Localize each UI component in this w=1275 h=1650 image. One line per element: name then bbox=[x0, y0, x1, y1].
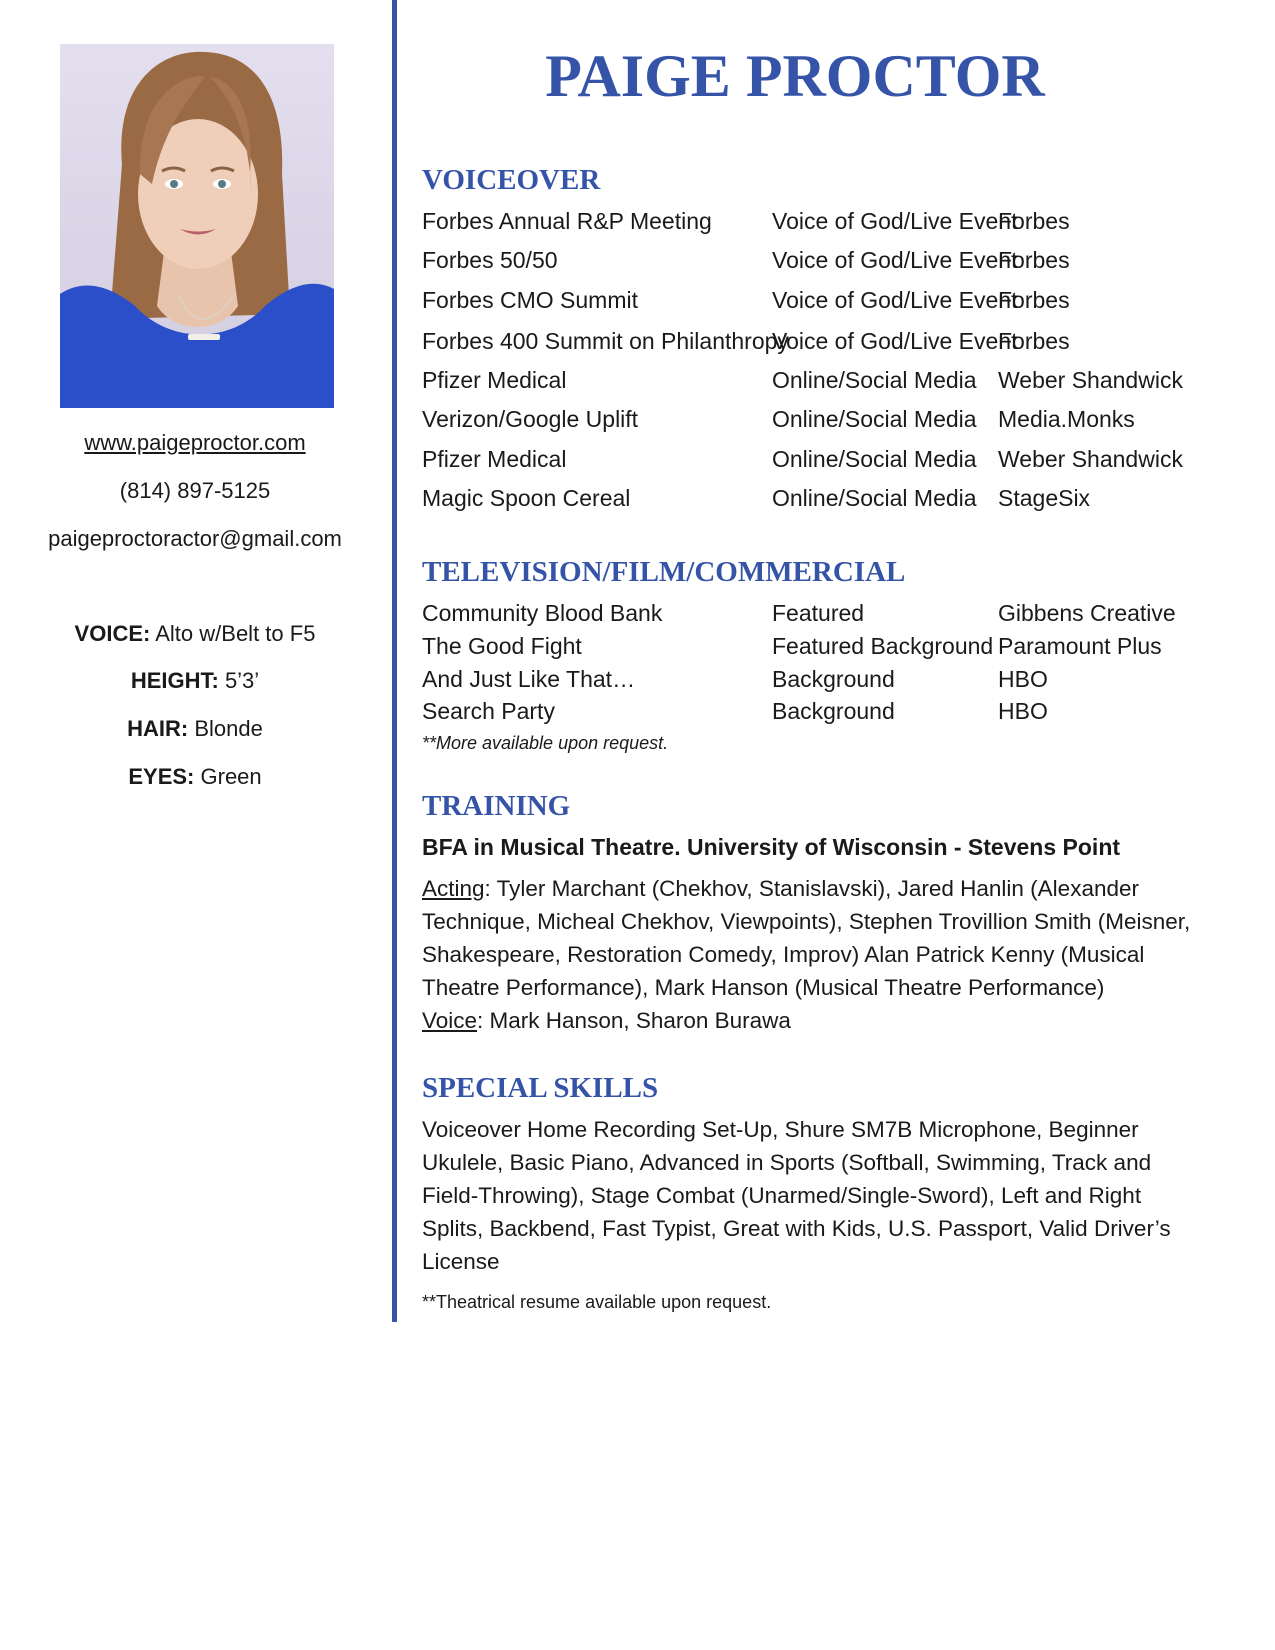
credit-company: Forbes bbox=[998, 208, 1070, 234]
credit-project: Forbes 50/50 bbox=[422, 247, 558, 273]
credit-row bbox=[422, 406, 1202, 436]
website-link-text[interactable]: www.paigeproctor.com bbox=[84, 430, 306, 455]
credit-company: Paramount Plus bbox=[998, 633, 1162, 659]
credit-role: Voice of God/Live Event bbox=[772, 208, 1018, 234]
credit-project: Pfizer Medical bbox=[422, 367, 567, 393]
stat-eyes bbox=[40, 764, 350, 790]
credit-role: Voice of God/Live Event bbox=[772, 287, 1018, 313]
credit-row bbox=[422, 485, 1202, 515]
credit-row bbox=[422, 698, 1202, 728]
credit-row bbox=[422, 328, 1202, 358]
credit-project: Magic Spoon Cereal bbox=[422, 485, 631, 511]
page-title: PAIGE PROCTOR bbox=[545, 43, 1045, 109]
section-heading-tv-film: TELEVISION/FILM/COMMERCIAL bbox=[422, 556, 906, 588]
credit-project: Search Party bbox=[422, 698, 555, 724]
website-link[interactable] bbox=[40, 430, 350, 456]
credit-role: Featured Background bbox=[772, 633, 994, 659]
credit-role: Online/Social Media bbox=[772, 367, 977, 393]
credit-company: Weber Shandwick bbox=[998, 446, 1183, 472]
credit-project: And Just Like That… bbox=[422, 666, 636, 692]
stat-voice bbox=[40, 621, 350, 647]
credit-row bbox=[422, 666, 1202, 696]
stat-value: Blonde bbox=[194, 716, 263, 741]
credit-row bbox=[422, 446, 1202, 476]
credit-role: Online/Social Media bbox=[772, 406, 977, 432]
voice-label: Voice bbox=[422, 1008, 478, 1033]
stat-label: HEIGHT: bbox=[130, 668, 219, 693]
credit-project: Forbes 400 Summit on Philanthropy bbox=[422, 328, 789, 354]
stat-hair bbox=[40, 716, 350, 742]
credit-company: Media.Monks bbox=[998, 406, 1135, 432]
phone-number: (814) 897-5125 bbox=[119, 478, 271, 503]
acting-label: Acting bbox=[422, 876, 485, 901]
column-divider bbox=[392, 0, 397, 1322]
stat-label: EYES: bbox=[128, 764, 195, 789]
credit-project: Community Blood Bank bbox=[422, 600, 663, 626]
credit-company: HBO bbox=[998, 698, 1048, 724]
credit-row bbox=[422, 247, 1202, 277]
skills-text: Voiceover Home Recording Set-Up, Shure SM7B Microphone, Beginner Ukulele, Basic Piano, Advanced in Sports (Softball, Swimming, Track and Field-Throwing), Stage Combat (Unarmed/Single-Sword), Left and Right Splits, Backbend, Fast Typist, Great with Kids, U.S. Passport, Valid Driver’s License bbox=[422, 1117, 1171, 1274]
credit-role: Background bbox=[772, 698, 895, 724]
credit-company: HBO bbox=[998, 666, 1048, 692]
credit-project: Forbes CMO Summit bbox=[422, 287, 638, 313]
credit-row bbox=[422, 208, 1202, 238]
credit-company: Forbes bbox=[998, 328, 1070, 354]
credit-project: The Good Fight bbox=[422, 633, 582, 659]
credit-project: Forbes Annual R&P Meeting bbox=[422, 208, 712, 234]
credit-role: Voice of God/Live Event bbox=[772, 328, 1018, 354]
credit-role: Featured bbox=[772, 600, 865, 626]
degree-title: BFA in Musical Theatre. University of Wisconsin - Stevens Point bbox=[422, 834, 1121, 860]
credit-project: Verizon/Google Uplift bbox=[422, 406, 639, 432]
credit-row bbox=[422, 367, 1202, 397]
credit-row bbox=[422, 633, 1202, 663]
stat-value: Alto w/Belt to F5 bbox=[155, 621, 316, 646]
credit-role: Background bbox=[772, 666, 895, 692]
section-heading-voiceover: VOICEOVER bbox=[422, 164, 601, 196]
voice-teachers: : Mark Hanson, Sharon Burawa bbox=[477, 1008, 791, 1033]
credit-row bbox=[422, 287, 1202, 317]
theatrical-resume-note: **Theatrical resume available upon request. bbox=[422, 1292, 772, 1312]
credit-company: StageSix bbox=[998, 485, 1091, 511]
stat-label: HAIR: bbox=[127, 716, 189, 741]
stat-label: VOICE: bbox=[74, 621, 151, 646]
headshot-photo bbox=[60, 44, 334, 408]
credit-company: Gibbens Creative bbox=[998, 600, 1176, 626]
section-heading-special-skills: SPECIAL SKILLS bbox=[422, 1072, 659, 1104]
more-available-note: **More available upon request. bbox=[422, 733, 669, 753]
credit-company: Weber Shandwick bbox=[998, 367, 1183, 393]
credit-role: Online/Social Media bbox=[772, 446, 977, 472]
section-heading-training: TRAINING bbox=[422, 790, 571, 822]
stat-value: 5’3’ bbox=[224, 668, 260, 693]
credit-role: Voice of God/Live Event bbox=[772, 247, 1018, 273]
credit-company: Forbes bbox=[998, 247, 1070, 273]
training-details bbox=[422, 872, 1202, 1037]
stat-height bbox=[40, 668, 350, 694]
credit-company: Forbes bbox=[998, 287, 1070, 313]
acting-teachers: : Tyler Marchant (Chekhov, Stanislavski), Jared Hanlin (Alexander Technique, Micheal Chekhov, Viewpoints), Stephen Trovillion Smith (Meisner, Shakespeare, Restoration Comedy, Improv) Alan Patrick Kenny (Musical Theatre Performance), Mark Hanson (Musical Theatre Performance) bbox=[422, 876, 1191, 1000]
credit-role: Online/Social Media bbox=[772, 485, 977, 511]
credit-project: Pfizer Medical bbox=[422, 446, 567, 472]
email-address: paigeproctoractor@gmail.com bbox=[48, 526, 342, 551]
stat-value: Green bbox=[200, 764, 262, 789]
credit-row bbox=[422, 600, 1202, 630]
